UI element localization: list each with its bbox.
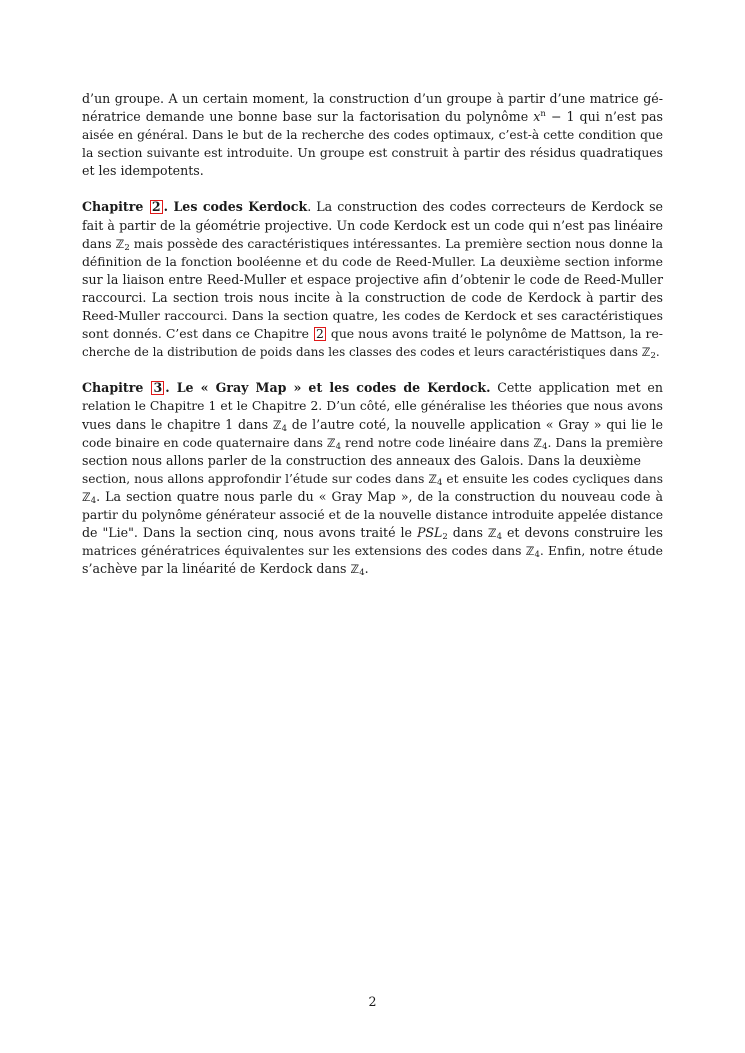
math-z-symbol: ℤ xyxy=(326,435,336,450)
paragraph-chapter-3: Chapitre 3 . Le « Gray Map » et les codes de Kerdock. Cette application met en relation le Chapitre 1 et le Chapitre 2. D’un côté, elle généralise les théories que nous avons vues dans le chapitre 1 dans ℤ$_4$ de l’autre coté, la nouvelle application « Gray » qui lie le code binaire en code quaternaire dans ℤ$_4$ rend notre code linéaire dans ℤ$_4$. Dans la première section nous allons parler de la construction des anneaux des Galois. Dans la deuxième section, nous allons approfondir l’étude sur codes dans ℤ$_4$ et ensuite les codes cycliques dans ℤ$_4$. La section quatre nous parle du « Gray Map », de la construction du nouveau code à partir du polynôme générateur associé et de la nouvelle distance introduite appelée distance de "Lie". Dans la section cinq, nous avons traité le $PSL_2$ dans ℤ$_4$ et devons construire les matrices génératrices équivalentes sur les extensions des codes dans ℤ$_4$. Enfin, notre étude s’achève par la linéarité de Kerdock dans ℤ$_4$. xyxy=(82,380,664,579)
math-z-symbol: ℤ xyxy=(641,345,651,360)
math-psl: PSL xyxy=(416,525,443,541)
math-z-symbol: ℤ xyxy=(82,489,91,504)
paragraph-intro: d’un groupe. A un certain moment, la construction d’un groupe à partir d’une matrice gé- nératrice demande une bonne base sur la factorisation du polynôme $x^n - 1$ qui n’est pas aisée en général. Dans le but de la recherche des codes optimaux, c’est-à cette condition que la section suivante est introduite. Un groupe est construit à partir des résidus quadratiques et les idempotents. xyxy=(82,91,663,179)
chapter-2-inline-link[interactable]: 2 xyxy=(315,326,324,342)
math-z-symbol: ℤ xyxy=(350,562,360,577)
math-z-symbol: ℤ xyxy=(428,471,437,486)
math-z-symbol: ℤ xyxy=(533,435,543,450)
chapter-3-heading: Chapitre 3 . Le « Gray Map » et les codes de Kerdock. xyxy=(82,380,491,396)
math-z-symbol: ℤ xyxy=(272,417,282,432)
math-z-symbol: ℤ xyxy=(115,236,125,251)
chapter-2-link[interactable]: 2 xyxy=(151,199,161,215)
math-z-symbol: ℤ xyxy=(487,526,497,541)
chapter-3-link[interactable]: 3 xyxy=(153,380,163,396)
page-number: 2 xyxy=(368,994,377,1009)
chapter-2-heading: Chapitre 2 . Les codes Kerdock xyxy=(82,199,308,215)
paragraph-chapter-2: Chapitre 2 . Les codes Kerdock. La construction des codes correcteurs de Kerdock se fait à partir de la géométrie projective. Un code Kerdock est un code qui n’est pas linéaire dans ℤ$_2$ mais possède des caractéristiques intéressantes. La première section nous donne la définition de la fonction booléenne et du code de Reed-Muller. La deuxième section informe sur la liaison entre Reed-Muller et espace projective afin d’obtenir le code de Reed-Muller raccourci. La section trois nous incite à la construction de code de Kerdock à partir des Reed-Muller raccourci. Dans la section quatre, les codes de Kerdock et ses caractéristiques sont donnés. C’est dans ce Chapitre 2 que nous avons traité le polynôme de Mattson, la re- cherche de la distribution de poids dans les classes des codes et leurs caractéristiques dans ℤ$_2$. xyxy=(82,199,664,362)
math-z-symbol: ℤ xyxy=(525,544,535,559)
body-text xyxy=(82,90,663,596)
math-x: x xyxy=(533,109,541,125)
